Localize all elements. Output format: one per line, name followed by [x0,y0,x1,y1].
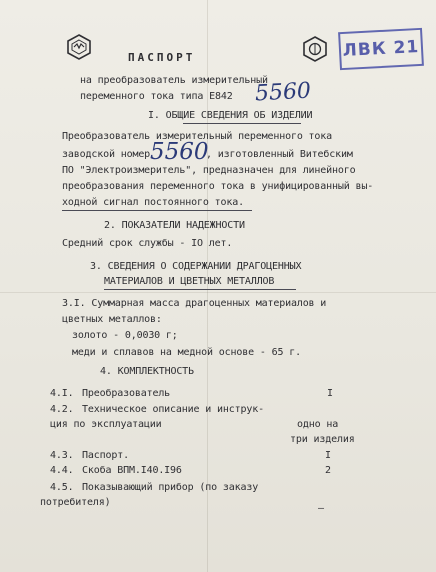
fold-line-horizontal [0,292,436,293]
handwritten-serial-number: 5560 [150,139,209,165]
item-4-2-text: Техническое описание и инструк- [82,404,264,415]
item-4-5-text-cont: потребителя) [40,497,111,508]
section-2-heading: 2. ПОКАЗАТЕЛИ НАДЕЖНОСТИ [104,220,245,231]
section-3-heading-line-2: МАТЕРИАЛОВ И ЦВЕТНЫХ МЕТАЛЛОВ [104,276,275,287]
item-4-4-qty: 2 [325,465,331,476]
item-4-5-number: 4.5. [50,482,74,493]
item-4-1-text: Преобразователь [82,388,171,399]
quality-mark-emblem-icon [66,34,92,60]
section-3-line-3: золото - 0,0030 г; [72,330,178,341]
section-3-heading-line-1: 3. СВЕДЕНИЯ О СОДЕРЖАНИИ ДРАГОЦЕННЫХ [90,261,302,272]
subtitle-line-1: на преобразователь измерительный [80,75,268,86]
section-1-line-1: Преобразователь измерительный переменного тока [62,131,333,142]
ink-stamp: ЛВК 21 [338,28,424,70]
item-4-3-qty: I [325,450,331,461]
section-1-line-5-underline [62,210,252,211]
subtitle-line-2: переменного тока типа Е842 [80,91,233,102]
section-1-line-2b: , изготовленный Витебским [206,149,353,160]
section-1-heading-underline [183,123,301,124]
section-3-line-4: меди и сплавов на медной основе - 65 г. [72,347,301,358]
section-1-line-2a: заводской номер [62,149,151,160]
item-4-2-qty-cont: три изделия [290,434,355,445]
document-title: ПАСПОРТ [128,51,196,64]
item-4-3-text: Паспорт. [82,450,129,461]
section-2-line-1: Средний срок службы - IO лет. [62,238,233,249]
item-4-1-number: 4.I. [50,388,74,399]
section-4-heading: 4. КОМПЛЕКТНОСТЬ [100,366,194,377]
factory-logo-icon [302,36,328,62]
item-4-5-qty: — [318,503,324,514]
item-4-1-qty: I [327,388,333,399]
item-4-3-number: 4.3. [50,450,74,461]
item-4-2-qty: одно на [297,419,339,430]
section-1-line-5: ходной сигнал постоянного тока. [62,197,244,208]
section-1-line-3: ПО "Электроизмеритель", предназначен для линейного [62,165,356,176]
item-4-4-text: Скоба ВПМ.I40.I96 [82,465,182,476]
section-1-heading: I. ОБЩИЕ СВЕДЕНИЯ ОБ ИЗДЕЛИИ [148,110,313,121]
item-4-2-text-cont: ция по эксплуатации [50,419,162,430]
handwritten-model-number: 5560 [254,78,312,107]
item-4-4-number: 4.4. [50,465,74,476]
section-1-line-4: преобразования переменного тока в унифицированный вы- [62,181,374,192]
item-4-2-number: 4.2. [50,404,74,415]
section-3-heading-underline [104,289,296,290]
item-4-5-text: Показывающий прибор (по заказу [82,482,259,493]
section-3-line-1: 3.I. Суммарная масса драгоценных материалов и [62,298,327,309]
section-3-line-2: цветных металлов: [62,314,162,325]
